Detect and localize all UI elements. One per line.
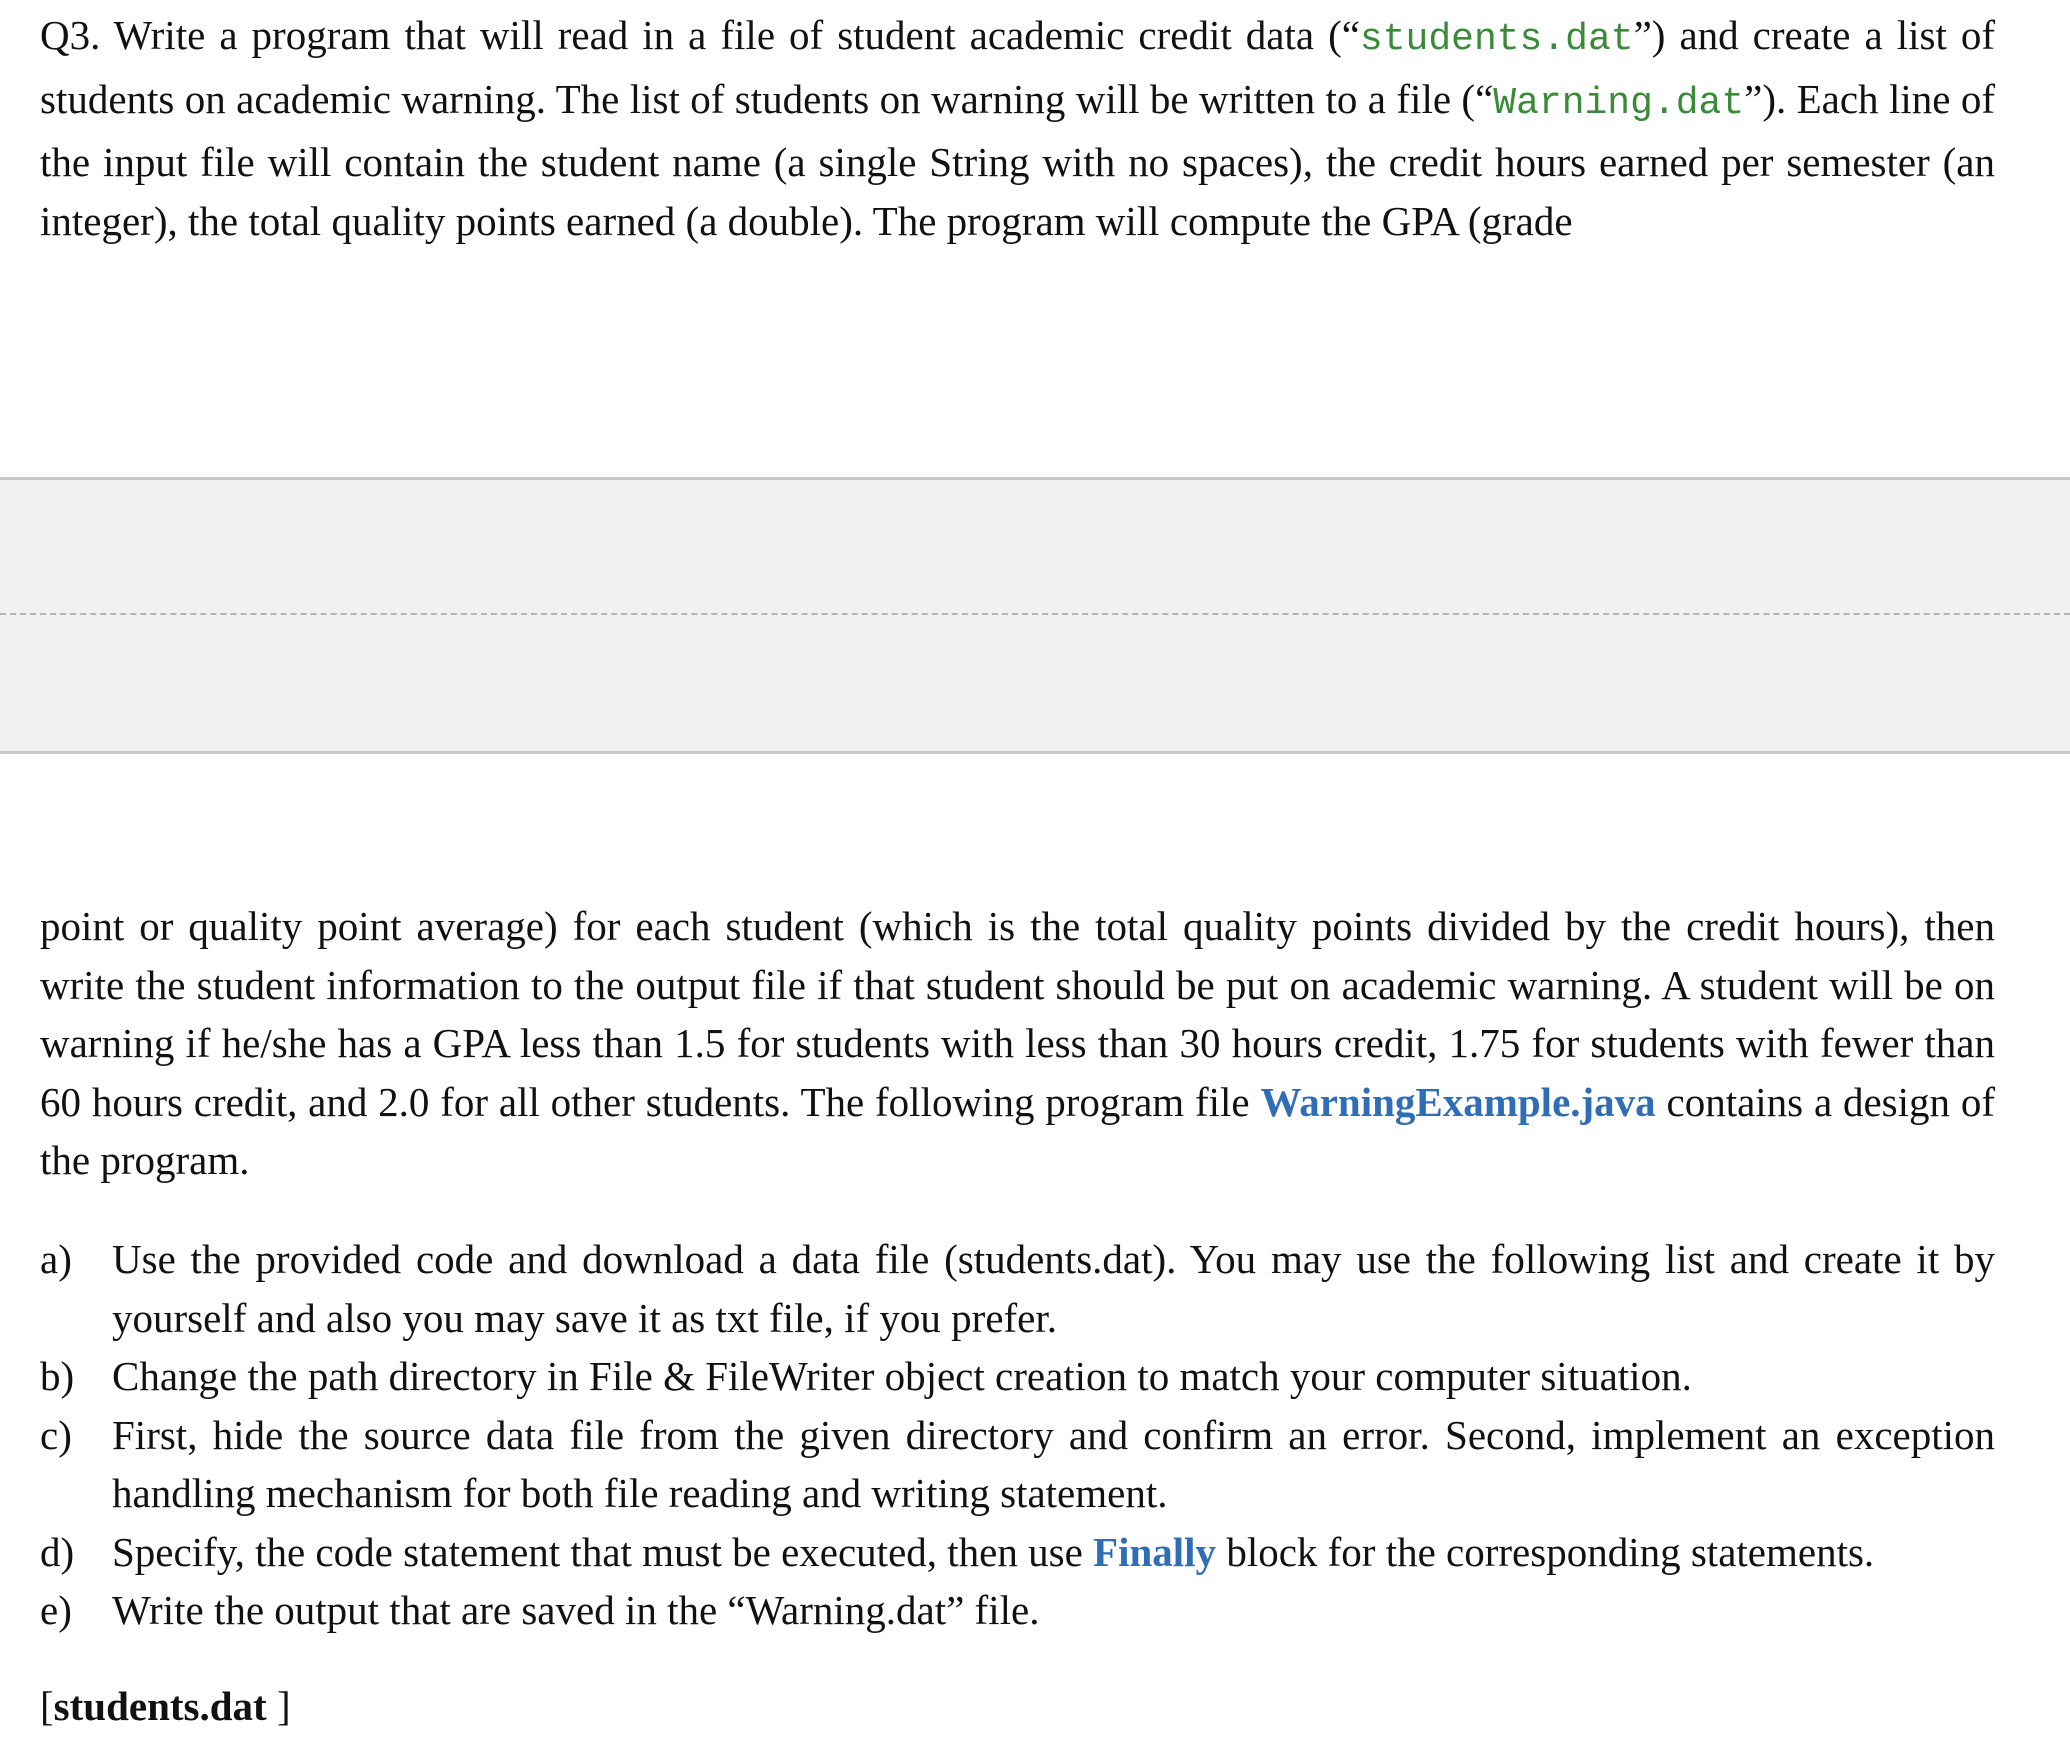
list-item-text: Change the path directory in File & FileWriter object creation to match your computer situation. <box>112 1353 1692 1399</box>
output-filename: Warning.dat <box>1493 81 1745 125</box>
heading-open-bracket: [ <box>40 1683 54 1729</box>
question-continuation-paragraph <box>40 897 1995 1190</box>
list-item-text: Write the output that are saved in the “Warning.dat” file. <box>112 1587 1040 1633</box>
list-item-text: First, hide the source data file from the given directory and confirm an error. Second, implement an exception handling mechanism for both file reading and writing statement. <box>112 1411 1995 1516</box>
page-break-region <box>0 477 2070 754</box>
input-filename: students.dat <box>1359 18 1634 61</box>
list-item-text: Use the provided code and download a data file (students.dat). You may use the following list and create it by yourself and also you may save it as txt file, if you prefer. <box>112 1236 1995 1341</box>
list-marker: b) <box>40 1353 75 1399</box>
list-item <box>40 1230 1995 1347</box>
list-marker: c) <box>40 1411 72 1458</box>
list-marker: a) <box>40 1236 72 1282</box>
page-break-dashed-line <box>0 613 2070 615</box>
list-marker: e) <box>40 1587 72 1633</box>
list-item-text-after: block for the corresponding statements. <box>1216 1528 1875 1575</box>
finally-keyword: Finally <box>1093 1528 1217 1575</box>
question-paragraph <box>40 6 1995 250</box>
task-list <box>40 1230 1995 1640</box>
continuation-text: point or quality point average) for each student (which is the total quality points divided by the credit hours), then write the student information to the output file if that student should be put on academic warning. A student will be on warning if he/she has a GPA less than 1.5 for students with less than 30 hours credit, 1.75 for students with fewer than 60 hours credit, and 2.0 for all other students. The following program file <box>40 903 1995 1125</box>
list-item <box>40 1347 1995 1406</box>
list-marker: d) <box>40 1528 75 1575</box>
question-text-end: ”). Each line of the input file will contain the student name (a single String with no spaces), the credit hours earned per semester (an integer), the total quality points earned (a double). The program will compute the GPA (grade <box>40 75 1995 244</box>
question-text-middle: ”) and create a list of students on academic warning. The list of students on warning will be written to a file (“ <box>40 12 1995 122</box>
question-text-start: Q3. Write a program that will read in a file of student academic credit data (“ <box>40 12 1360 58</box>
program-file-link[interactable]: WarningExample.java <box>1260 1078 1656 1125</box>
list-item <box>40 1406 1995 1523</box>
list-item <box>40 1581 1995 1640</box>
data-file-heading <box>40 1677 291 1736</box>
list-item <box>40 1523 1995 1582</box>
continuation-ending: contains a design of the program. <box>40 1078 1995 1183</box>
list-item-text-before: Specify, the code statement that must be executed, then use <box>112 1528 1094 1575</box>
heading-close-bracket: ] <box>266 1683 291 1729</box>
data-file-name: students.dat <box>53 1683 267 1729</box>
